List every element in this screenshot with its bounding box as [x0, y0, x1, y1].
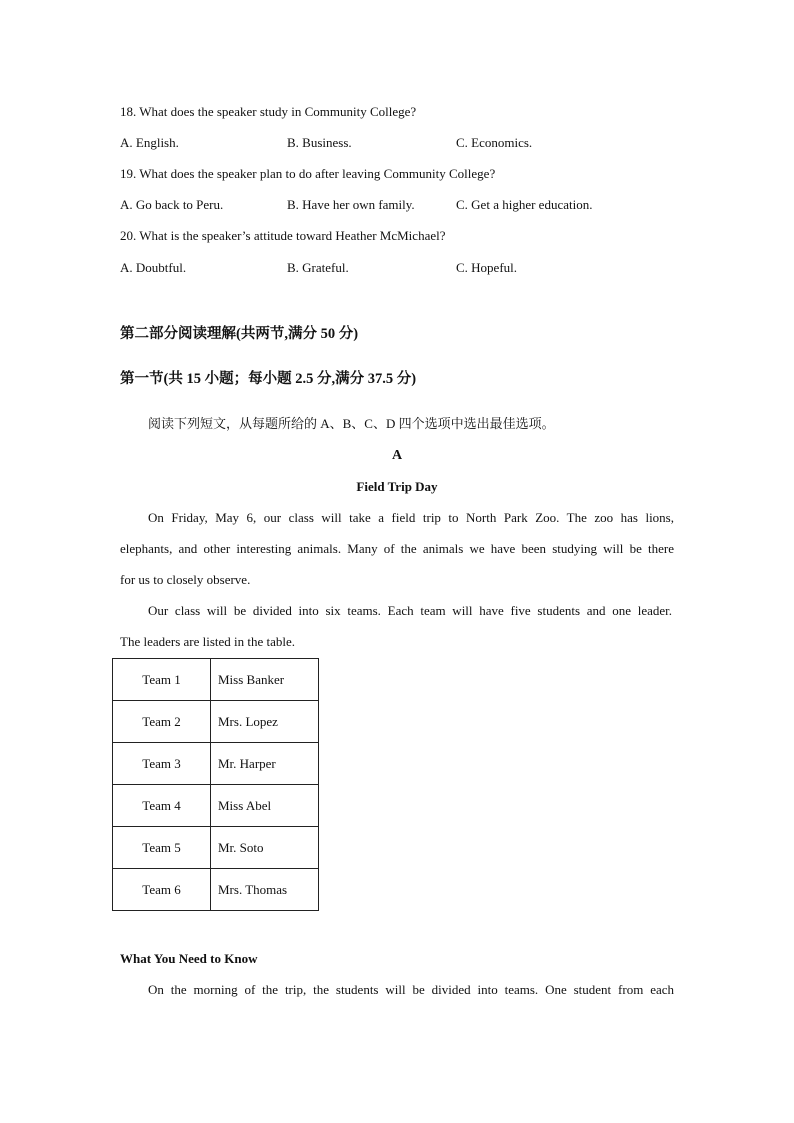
table-row: [113, 869, 319, 911]
paragraph-1-line-3: for us to closely observe.: [120, 572, 251, 587]
passage-letter: A: [391, 448, 403, 463]
question-20-option-c: C. Hopeful.: [456, 260, 518, 275]
paragraph-3-line-1: On the morning of the trip, the students will be divided into teams. One student from each: [148, 982, 674, 997]
section-1-heading: 第一节(共 15 小题；每小题 2.5 分,满分 37.5 分): [120, 371, 417, 387]
team-cell: Team 2: [113, 701, 211, 743]
question-19-stem: 19. What does the speaker plan to do after leaving Community College?: [120, 166, 496, 181]
instructions: 阅读下列短文，从每题所给的 A、B、C、D 四个选项中选出最佳选项。: [148, 416, 555, 431]
paragraph-1-line-1: On Friday, May 6, our class will take a field trip to North Park Zoo. The zoo has lions,: [148, 510, 674, 525]
subheading-what-you-need-to-know: What You Need to Know: [120, 951, 258, 966]
question-20-stem: 20. What is the speaker’s attitude toward Heather McMichael?: [120, 228, 446, 243]
leader-cell: Mrs. Thomas: [211, 869, 319, 911]
question-18-option-b: B. Business.: [287, 135, 352, 150]
leader-cell: Miss Banker: [211, 659, 319, 701]
team-cell: Team 5: [113, 827, 211, 869]
team-cell: Team 1: [113, 659, 211, 701]
leader-cell: Mrs. Lopez: [211, 701, 319, 743]
question-18-option-c: C. Economics.: [456, 135, 533, 150]
paragraph-2-line-2: The leaders are listed in the table.: [120, 634, 296, 649]
question-20-option-b: B. Grateful.: [287, 260, 349, 275]
question-19-option-a: A. Go back to Peru.: [120, 197, 224, 212]
team-cell: Team 3: [113, 743, 211, 785]
question-20-option-a: A. Doubtful.: [120, 260, 187, 275]
leader-cell: Miss Abel: [211, 785, 319, 827]
leader-cell: Mr. Soto: [211, 827, 319, 869]
question-18-option-a: A. English.: [120, 135, 179, 150]
table-row: [113, 659, 319, 701]
team-cell: Team 4: [113, 785, 211, 827]
paragraph-1-line-2: elephants, and other interesting animals. Many of the animals we have been studying will be there: [120, 541, 674, 556]
table-row: [113, 827, 319, 869]
team-leaders-table: [112, 658, 319, 911]
part-2-heading: 第二部分阅读理解(共两节,满分 50 分): [120, 326, 359, 342]
team-cell: Team 6: [113, 869, 211, 911]
question-19-option-c: C. Get a higher education.: [456, 197, 593, 212]
table-row: [113, 785, 319, 827]
question-19-option-b: B. Have her own family.: [287, 197, 415, 212]
table-row: [113, 743, 319, 785]
passage-title: Field Trip Day: [356, 479, 438, 494]
leader-cell: Mr. Harper: [211, 743, 319, 785]
question-18-stem: 18. What does the speaker study in Community College?: [120, 104, 417, 119]
table-row: [113, 701, 319, 743]
paragraph-2-line-1: Our class will be divided into six teams. Each team will have five students and one leader.: [148, 603, 672, 618]
